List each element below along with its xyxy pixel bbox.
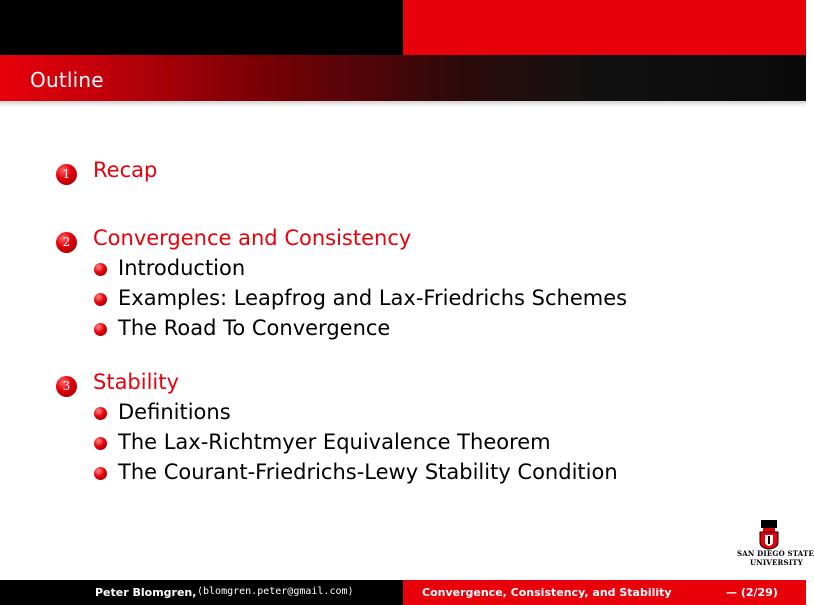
subsection-label[interactable]: The Courant-Friedrichs-Lewy Stability Condition xyxy=(118,460,618,484)
subsection-label[interactable]: Definitions xyxy=(118,400,231,424)
bullet-ball-icon xyxy=(94,467,107,480)
footer-talk-title: Convergence, Consistency, and Stability xyxy=(422,586,672,599)
footer-author: Peter Blomgren, xyxy=(95,586,197,599)
bullet-ball-icon xyxy=(94,293,107,306)
section-number-badge: 1 xyxy=(56,164,77,185)
frame-title-shadow xyxy=(0,101,806,107)
bullet-ball-icon xyxy=(94,407,107,420)
bullet-ball-icon xyxy=(94,323,107,336)
logo-wordmark-line2: UNIVERSITY xyxy=(750,558,803,567)
subsection-label[interactable]: Introduction xyxy=(118,256,246,280)
bullet-ball-icon xyxy=(94,437,107,450)
frame-title-bar xyxy=(0,55,806,101)
header-band-left xyxy=(0,0,403,55)
section-number-badge: 3 xyxy=(56,376,77,397)
subsection-label[interactable]: The Lax-Richtmyer Equivalence Theorem xyxy=(118,430,551,454)
header-band-right xyxy=(403,0,806,55)
header-band xyxy=(0,0,806,55)
subsection-label[interactable]: The Road To Convergence xyxy=(118,316,391,340)
footer-email[interactable]: ⟨blomgren.peter@gmail.com⟩ xyxy=(197,586,354,597)
subsection-label[interactable]: Examples: Leapfrog and Lax-Friedrichs Schemes xyxy=(118,286,628,310)
footer-page-number: — (2/29) xyxy=(726,586,778,599)
section-title[interactable]: Convergence and Consistency xyxy=(93,226,412,250)
university-shield-icon xyxy=(737,518,801,550)
footer-bar xyxy=(0,580,806,605)
frame-title: Outline xyxy=(30,68,104,92)
bullet-ball-icon xyxy=(94,263,107,276)
university-logo xyxy=(737,518,814,568)
section-title[interactable]: Recap xyxy=(93,158,158,182)
section-title[interactable]: Stability xyxy=(93,370,179,394)
logo-wordmark-line1: SAN DIEGO STATE xyxy=(737,549,814,558)
section-number-badge: 2 xyxy=(56,232,77,253)
